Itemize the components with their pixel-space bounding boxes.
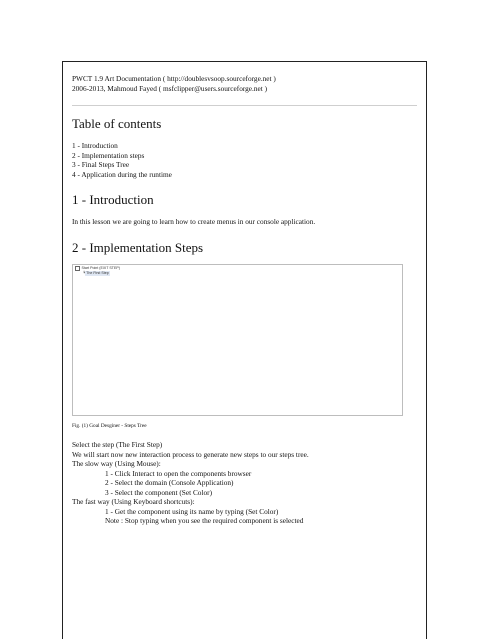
step-line: Select the step (The First Step) bbox=[72, 440, 163, 449]
steps-tree-screenshot bbox=[72, 264, 403, 416]
step-line: 3 - Select the component (Set Color) bbox=[105, 487, 212, 497]
intro-heading: 1 - Introduction bbox=[72, 192, 154, 207]
toc-item: 4 - Application during the runtime bbox=[72, 169, 172, 179]
step-line: 2 - Select the domain (Console Application) bbox=[105, 478, 234, 487]
tree-node-label: The First Step bbox=[86, 271, 109, 275]
figure-caption: Fig. (1) Goal Desginer - Steps Tree bbox=[72, 423, 147, 429]
document-content bbox=[72, 74, 417, 526]
checkbox-icon bbox=[75, 266, 80, 271]
header-line-1: PWCT 1.9 Art Documentation ( http://doublesvsoop.sourceforge.net ) bbox=[72, 74, 276, 83]
toc-item: 1 - Introduction bbox=[72, 141, 118, 150]
header-divider bbox=[72, 105, 417, 106]
branch-icon: ┗ bbox=[83, 271, 86, 275]
steps-tree bbox=[75, 266, 120, 276]
tree-node-child bbox=[75, 271, 120, 276]
step-line: The fast way (Using Keyboard shortcuts): bbox=[72, 497, 195, 506]
impl-heading: 2 - Implementation Steps bbox=[72, 240, 204, 255]
step-line: The slow way (Using Mouse): bbox=[72, 459, 161, 468]
step-line: 1 - Click Interact to open the components browser bbox=[105, 468, 252, 478]
header-line-2: 2006-2013, Mahmoud Fayed ( msfclipper@users.sourceforge.net ) bbox=[72, 84, 268, 93]
steps-text bbox=[72, 440, 417, 526]
step-line: Note : Stop typing when you see the required component is selected bbox=[105, 516, 304, 525]
toc-item: 3 - Final Steps Tree bbox=[72, 160, 130, 169]
toc-item: 2 - Implementation steps bbox=[72, 150, 145, 160]
toc-list bbox=[72, 141, 417, 179]
step-line: We will start now new interaction process to generate new steps to our steps tree. bbox=[72, 449, 309, 459]
step-line: 1 - Get the component using its name by typing (Set Color) bbox=[105, 506, 279, 516]
doc-header bbox=[72, 74, 417, 94]
tree-node-label: Start Point (EXIT STEP) bbox=[81, 266, 120, 270]
intro-text: In this lesson we are going to learn how to create menus in our console application. bbox=[72, 217, 316, 226]
toc-title: Table of contents bbox=[72, 116, 162, 131]
